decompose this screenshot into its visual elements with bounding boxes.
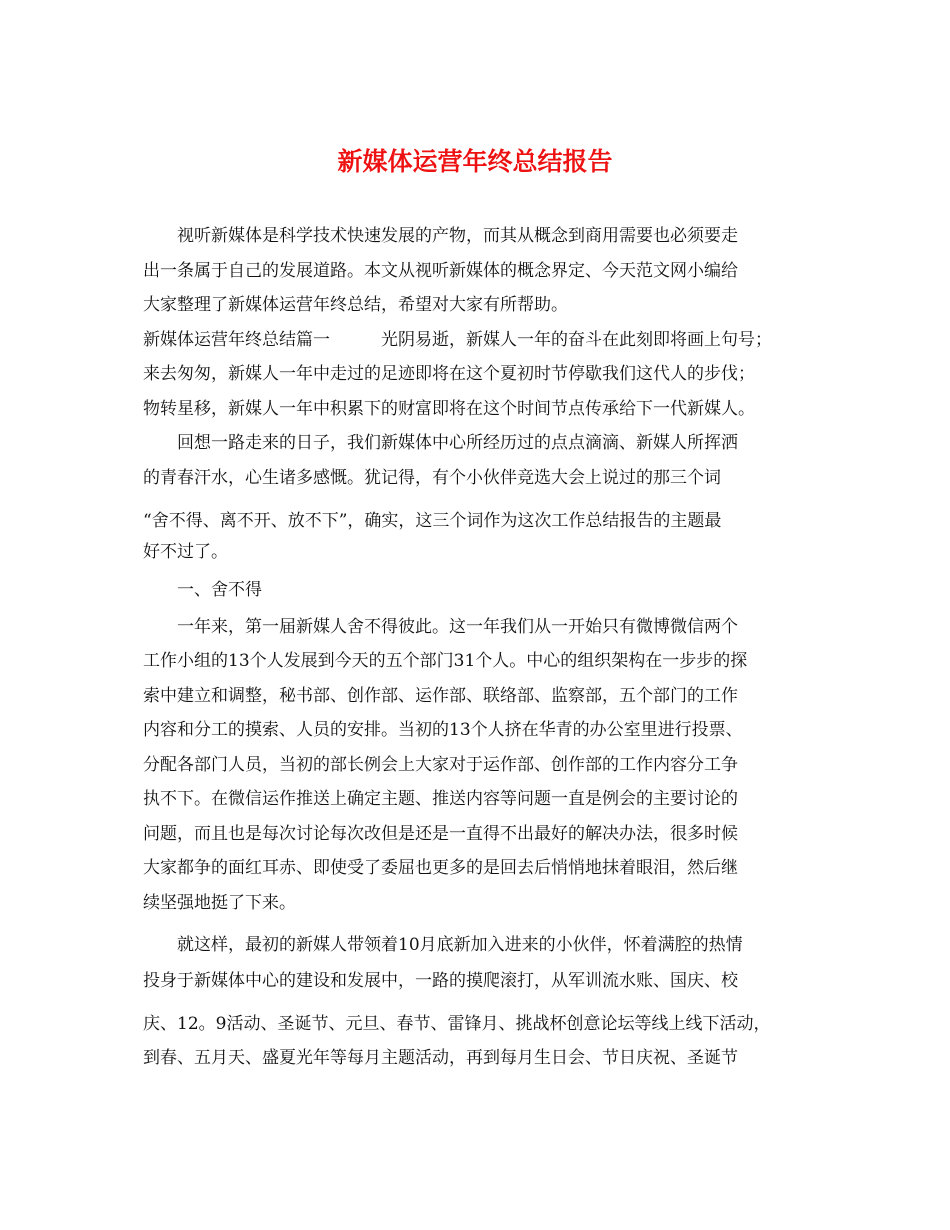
section-heading: 一、舍不得	[143, 580, 262, 600]
text-line: 的青春汗水，心生诸多感慨。犹记得，有个小伙伴竞选大会上说过的那三个词	[143, 468, 721, 488]
text-line: 工作小组的13个人发展到今天的五个部门31个人。中心的组织架构在一步步的探	[143, 651, 748, 671]
text-line: 问题，而且也是每次讨论每次改但是还是一直得不出最好的解决办法，很多时候	[143, 824, 738, 844]
text-line: 索中建立和调整，秘书部、创作部、运作部、联络部、监察部，五个部门的工作	[143, 686, 738, 706]
document-title: 新媒体运营年终总结报告	[337, 147, 613, 176]
text-line: 好不过了。	[143, 542, 228, 562]
text-line: 回想一路走来的日子，我们新媒体中心所经历过的点点滴滴、新媒人所挥洒	[143, 433, 738, 453]
text-line: 庆、12。9活动、圣诞节、元旦、春节、雷锋月、挑战杯创意论坛等线上线下活动，	[143, 1014, 771, 1034]
text-line: 视听新媒体是科学技术快速发展的产物，而其从概念到商用需要也必须要走	[143, 226, 738, 246]
text-line: 物转星移，新媒人一年中积累下的财富即将在这个时间节点传承给下一代新媒人。	[143, 399, 755, 419]
text-line: 内容和分工的摸索、人员的安排。当初的13个人挤在华青的办公室里进行投票、	[143, 720, 743, 740]
text-line: 就这样，最初的新媒人带领着10月底新加入进来的小伙伴，怀着满腔的热情	[143, 935, 743, 955]
text-line: 投身于新媒体中心的建设和发展中，一路的摸爬滚打，从军训流水账、国庆、校	[143, 971, 738, 991]
text-line: 到春、五月天、盛夏光年等每月主题活动，再到每月生日会、节日庆祝、圣诞节	[143, 1048, 738, 1068]
text-line: 分配各部门人员，当初的部长例会上大家对于运作部、创作部的工作内容分工争	[143, 755, 738, 775]
text-line: 出一条属于自己的发展道路。本文从视听新媒体的概念界定、今天范文网小编给	[143, 261, 738, 281]
text-line: 大家都争的面红耳赤、即使受了委屈也更多的是回去后悄悄地抹着眼泪，然后继	[143, 858, 738, 878]
text-line: 新媒体运营年终总结篇一 光阴易逝，新媒人一年的奋斗在此刻即将画上句号；	[143, 330, 772, 350]
text-line: 续坚强地挺了下来。	[143, 893, 296, 913]
text-line: 执不下。在微信运作推送上确定主题、推送内容等问题一直是例会的主要讨论的	[143, 789, 738, 809]
text-line: 来去匆匆，新媒人一年中走过的足迹即将在这个夏初时节停歇我们这代人的步伐；	[143, 364, 755, 384]
text-line: 大家整理了新媒体运营年终总结，希望对大家有所帮助。	[143, 295, 568, 315]
text-line: 一年来，第一届新媒人舍不得彼此。这一年我们从一开始只有微博微信两个	[143, 617, 738, 637]
text-line: “舍不得、离不开、放不下”，确实，这三个词作为这次工作总结报告的主题最	[143, 511, 722, 531]
